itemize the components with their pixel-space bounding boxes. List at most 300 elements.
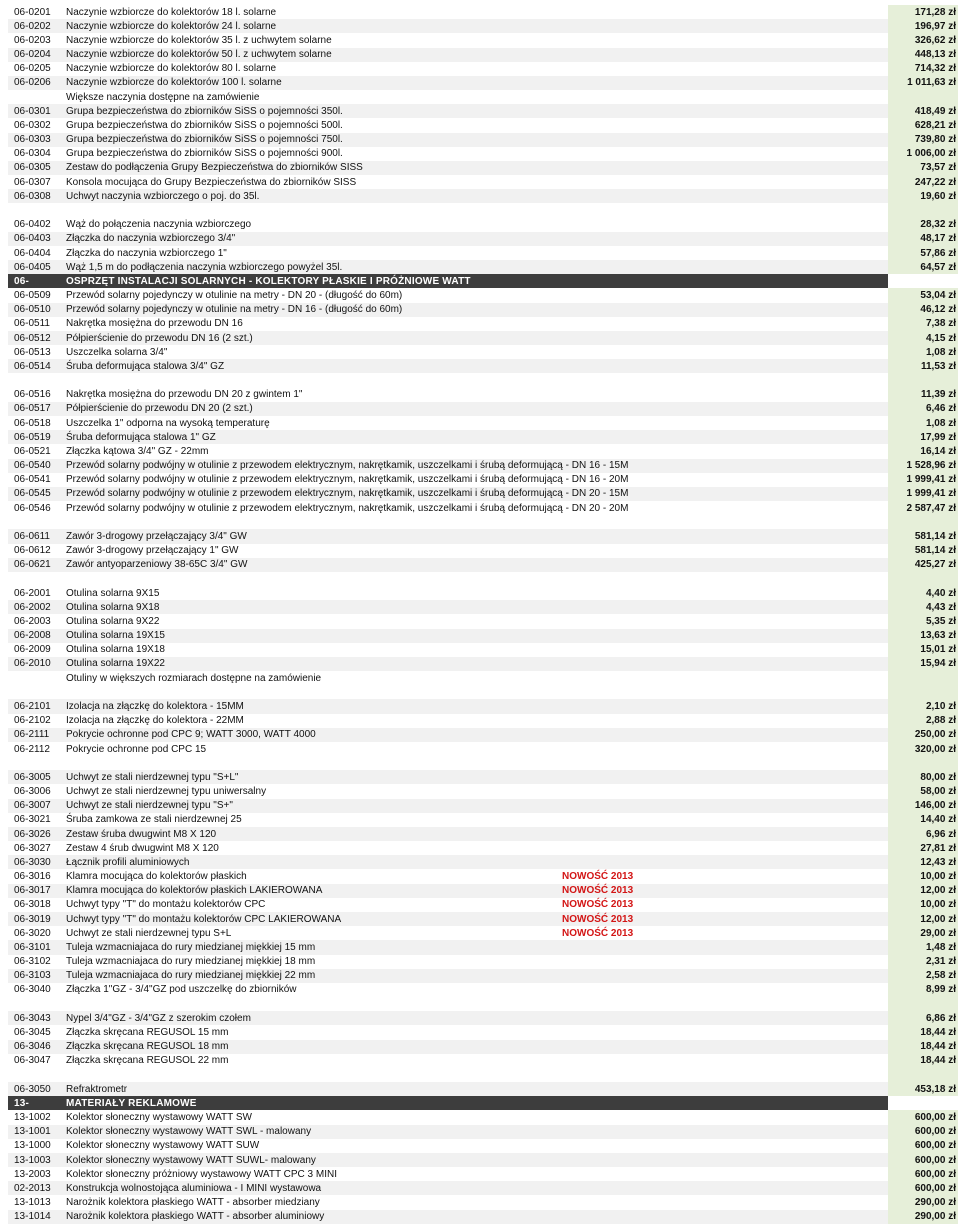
product-description: Uszczelka 1" odporna na wysoką temperaturę	[66, 417, 270, 429]
product-code: 06-3045	[14, 1026, 51, 1038]
product-description: Przewód solarny pojedynczy w otulinie na metry - DN 20 - (długość do 60m)	[66, 290, 403, 302]
product-description: Otulina solarna 9X18	[66, 601, 160, 613]
table-row	[8, 189, 958, 203]
price-cell: 11,39 zł	[888, 388, 958, 402]
product-code: 06-2001	[14, 587, 51, 599]
product-code: 06-2008	[14, 630, 51, 642]
table-row	[8, 940, 958, 954]
new-product-badge: NOWOŚĆ 2013	[562, 899, 634, 911]
product-description: Łącznik profili aluminiowych	[66, 856, 190, 868]
product-description: Przewód solarny podwójny w otulinie z przewodem elektrycznym, nakrętkamik, uszczelkami i śrubą deformującą - DN 16 - 20M	[66, 474, 629, 486]
product-code: 06-2101	[14, 701, 51, 712]
price-cell	[888, 671, 958, 685]
price-cell: 73,57 zł	[888, 161, 958, 175]
product-description: Złączka kątowa 3/4" GZ - 22mm	[66, 445, 209, 457]
table-row	[8, 742, 958, 756]
price-cell: 2,31 zł	[888, 955, 958, 969]
price-cell	[888, 515, 958, 529]
product-code: 06-0518	[14, 417, 51, 429]
product-code: 06-2111	[14, 729, 50, 741]
product-description: Nakrętka mosiężna do przewodu DN 20 z gwintem 1"	[66, 389, 303, 401]
table-row	[8, 1054, 958, 1068]
table-row	[8, 246, 958, 260]
price-cell: 250,00 zł	[888, 728, 958, 742]
product-code: 06-0307	[14, 176, 51, 188]
spacer-row	[8, 572, 958, 586]
product-description: Konsola mocująca do Grupy Bezpieczeństwa do zbiorników SISS	[66, 176, 357, 188]
product-code: 06-0402	[14, 219, 51, 231]
table-row	[8, 1011, 958, 1025]
price-cell	[888, 274, 958, 288]
product-code: 13-1014	[14, 1211, 51, 1223]
price-cell	[888, 90, 958, 104]
price-cell: 290,00 zł	[888, 1210, 958, 1224]
product-code: 06-0201	[14, 6, 51, 18]
product-description: Uchwyt ze stali nierdzewnej typu S+L	[66, 927, 232, 939]
product-description: Przewód solarny podwójny w otulinie z przewodem elektrycznym, nakrętkamik, uszczelkami i śrubą deformującą - DN 16 - 15M	[66, 460, 629, 472]
price-cell: 29,00 zł	[888, 926, 958, 940]
table-row	[8, 430, 958, 444]
product-code: 13-	[14, 1097, 30, 1109]
product-code: 06-0546	[14, 502, 51, 514]
price-cell: 80,00 zł	[888, 770, 958, 784]
price-cell: 290,00 zł	[888, 1195, 958, 1209]
price-cell: 15,94 zł	[888, 657, 958, 671]
table-row	[8, 558, 958, 572]
product-description: Otuliny w większych rozmiarach dostępne na zamówienie	[66, 672, 322, 684]
product-code: 13-1002	[14, 1111, 51, 1123]
price-cell: 1 999,41 zł	[888, 487, 958, 501]
table-row	[8, 359, 958, 373]
product-description: Zestaw śruba dwugwint M8 X 120	[66, 828, 217, 840]
price-cell: 17,99 zł	[888, 430, 958, 444]
new-product-badge: NOWOŚĆ 2013	[562, 913, 634, 925]
product-code: 06-2102	[14, 715, 51, 727]
product-description: Naczynie wzbiorcze do kolektorów 80 l. solarne	[66, 63, 277, 75]
price-cell: 16,14 zł	[888, 444, 958, 458]
product-description: Otulina solarna 19X15	[66, 630, 165, 642]
price-cell: 6,46 zł	[888, 402, 958, 416]
table-row	[8, 1153, 958, 1167]
product-description: Złączka 1"GZ - 3/4"GZ pod uszczelkę do zbiorników	[66, 984, 297, 996]
price-cell: 5,35 zł	[888, 614, 958, 628]
price-cell: 27,81 zł	[888, 841, 958, 855]
product-code: 13-1001	[14, 1126, 51, 1138]
product-description: Przewód solarny podwójny w otulinie z przewodem elektrycznym, nakrętkamik, uszczelkami i śrubą deformującą - DN 20 - 20M	[66, 502, 629, 514]
price-cell: 2,10 zł	[888, 699, 958, 713]
table-row	[8, 388, 958, 402]
table-row	[8, 104, 958, 118]
price-cell: 19,60 zł	[888, 189, 958, 203]
product-description: Naczynie wzbiorcze do kolektorów 18 l. solarne	[66, 6, 277, 18]
price-cell: 1,48 zł	[888, 940, 958, 954]
product-code: 06-0541	[14, 474, 51, 486]
price-cell	[888, 997, 958, 1011]
product-code: 06-0514	[14, 360, 51, 372]
product-code: 06-3019	[14, 913, 51, 925]
product-description: Otulina solarna 19X22	[66, 658, 165, 670]
table-row	[8, 133, 958, 147]
product-description: Narożnik kolektora płaskiego WATT - absorber miedziany	[66, 1197, 320, 1209]
product-description: Wąż do połączenia naczynia wzbiorczego	[66, 219, 252, 231]
price-cell: 1 528,96 zł	[888, 459, 958, 473]
price-cell: 425,27 zł	[888, 558, 958, 572]
table-row	[8, 869, 958, 883]
product-code: 06-3020	[14, 927, 51, 939]
table-row	[8, 671, 958, 685]
product-description: Śruba deformująca stalowa 1" GZ	[66, 431, 216, 443]
product-code: 06-0513	[14, 346, 51, 358]
table-row	[8, 884, 958, 898]
product-code: 06-2002	[14, 601, 51, 613]
product-description: Pokrycie ochronne pod CPC 15	[66, 743, 207, 755]
price-cell: 12,00 zł	[888, 884, 958, 898]
new-product-badge: NOWOŚĆ 2013	[562, 927, 634, 939]
product-description: Izolacja na złączkę do kolektora - 15MM	[66, 701, 244, 712]
product-description: Naczynie wzbiorcze do kolektorów 35 l. z uchwytem solarne	[66, 34, 332, 46]
product-description: Śruba zamkowa ze stali nierdzewnej 25	[66, 814, 242, 826]
price-cell: 581,14 zł	[888, 529, 958, 543]
table-row	[8, 1210, 958, 1224]
product-description: Tuleja wzmacniajaca do rury miedzianej miękkiej 15 mm	[66, 941, 316, 953]
product-code: 06-0204	[14, 49, 51, 61]
price-cell: 14,40 zł	[888, 813, 958, 827]
table-row	[8, 784, 958, 798]
price-cell	[888, 203, 958, 217]
table-row	[8, 33, 958, 47]
product-description: Zawór 3-drogowy przełączający 3/4" GW	[66, 530, 247, 542]
product-description: Wąż 1,5 m do podłączenia naczynia wzbiorczego powyżel 35l.	[66, 261, 343, 273]
product-description: Złączka do naczynia wzbiorczego 1"	[66, 247, 227, 259]
price-cell: 600,00 zł	[888, 1181, 958, 1195]
product-description: Większe naczynia dostępne na zamówienie	[66, 91, 260, 103]
product-description: Grupa bezpieczeństwa do zbiorników SiSS o pojemności 350l.	[66, 105, 343, 117]
product-description: Zawór antyoparzeniowy 38-65C 3/4" GW	[66, 559, 248, 571]
table-row	[8, 1195, 958, 1209]
price-cell: 8,99 zł	[888, 983, 958, 997]
product-code: 06-0302	[14, 119, 51, 131]
product-description: Nypel 3/4"GZ - 3/4"GZ z szerokim czołem	[66, 1012, 251, 1024]
price-cell	[888, 1068, 958, 1082]
table-row	[8, 770, 958, 784]
product-description: Zestaw 4 śrub dwugwint M8 X 120	[66, 842, 219, 854]
table-row	[8, 1139, 958, 1153]
table-row	[8, 983, 958, 997]
price-cell: 196,97 zł	[888, 19, 958, 33]
product-code: 06-0509	[14, 290, 51, 302]
price-cell: 1,08 zł	[888, 416, 958, 430]
price-cell: 1,08 zł	[888, 345, 958, 359]
table-row	[8, 657, 958, 671]
table-row	[8, 416, 958, 430]
table-row	[8, 501, 958, 515]
table-row	[8, 90, 958, 104]
price-cell: 600,00 zł	[888, 1110, 958, 1124]
price-cell: 146,00 zł	[888, 799, 958, 813]
product-code: 06-3030	[14, 856, 51, 868]
product-code: 06-2009	[14, 644, 51, 656]
price-cell: 10,00 zł	[888, 869, 958, 883]
product-code: 06-2003	[14, 615, 51, 627]
product-code: 06-0521	[14, 445, 51, 457]
product-description: Przewód solarny podwójny w otulinie z przewodem elektrycznym, nakrętkamik, uszczelkami i śrubą deformującą - DN 20 - 15M	[66, 488, 629, 500]
price-cell: 1 999,41 zł	[888, 473, 958, 487]
product-code: 06-0621	[14, 559, 51, 571]
price-cell: 53,04 zł	[888, 288, 958, 302]
product-code: 06-0203	[14, 34, 51, 46]
price-cell: 600,00 zł	[888, 1153, 958, 1167]
table-row	[8, 586, 958, 600]
table-row	[8, 487, 958, 501]
price-cell	[888, 373, 958, 387]
spacer-row	[8, 373, 958, 387]
table-row	[8, 317, 958, 331]
product-code: 06-0405	[14, 261, 51, 273]
product-description: Uchwyt ze stali nierdzewnej typu "S+"	[66, 800, 233, 812]
product-code: 06-0512	[14, 332, 51, 344]
product-code: 06-3101	[14, 941, 51, 953]
product-code: 06-3046	[14, 1041, 51, 1053]
price-cell: 4,15 zł	[888, 331, 958, 345]
product-description: Izolacja na złączkę do kolektora - 22MM	[66, 715, 244, 727]
table-row	[8, 728, 958, 742]
product-code: 06-0516	[14, 389, 51, 401]
product-code: 06-0303	[14, 134, 51, 146]
product-code: 06-3040	[14, 984, 51, 996]
price-cell: 448,13 zł	[888, 48, 958, 62]
table-row	[8, 926, 958, 940]
price-cell: 64,57 zł	[888, 260, 958, 274]
spacer-row	[8, 997, 958, 1011]
price-cell: 46,12 zł	[888, 303, 958, 317]
price-cell: 600,00 zł	[888, 1125, 958, 1139]
product-code: 06-0304	[14, 148, 51, 160]
product-description: Uchwyt ze stali nierdzewnej typu "S+L"	[66, 771, 239, 783]
table-row	[8, 841, 958, 855]
product-description: MATERIAŁY REKLAMOWE	[66, 1097, 197, 1109]
table-row	[8, 118, 958, 132]
table-row	[8, 459, 958, 473]
product-description: Uchwyt typy "T" do montażu kolektorów CPC	[66, 899, 266, 911]
product-code: 06-0205	[14, 63, 51, 75]
table-row	[8, 331, 958, 345]
product-description: Otulina solarna 19X18	[66, 644, 165, 656]
price-cell: 18,44 zł	[888, 1025, 958, 1039]
product-description: Przewód solarny pojedynczy w otulinie na metry - DN 16 - (długość do 60m)	[66, 304, 403, 316]
price-list-table	[8, 5, 958, 1224]
table-row	[8, 1082, 958, 1096]
product-code: 06-3017	[14, 885, 51, 897]
price-cell: 4,43 zł	[888, 600, 958, 614]
product-description: Otulina solarna 9X15	[66, 587, 160, 599]
product-code: 06-3102	[14, 956, 51, 968]
product-code: 06-0206	[14, 77, 51, 89]
product-description: Grupa bezpieczeństwa do zbiorników SiSS o pojemności 900l.	[66, 148, 343, 160]
product-code: 06-0517	[14, 403, 51, 415]
product-code: 06-3016	[14, 871, 51, 883]
product-code: 06-3026	[14, 828, 51, 840]
price-cell	[888, 685, 958, 699]
price-cell: 18,44 zł	[888, 1054, 958, 1068]
table-row	[8, 813, 958, 827]
price-cell: 13,63 zł	[888, 629, 958, 643]
price-cell: 15,01 zł	[888, 643, 958, 657]
product-description: Kolektor słoneczny próżniowy wystawowy WATT CPC 3 MINI	[66, 1168, 338, 1180]
price-cell	[888, 756, 958, 770]
product-code: 13-2003	[14, 1168, 51, 1180]
new-product-badge: NOWOŚĆ 2013	[562, 885, 634, 897]
section-header-row	[8, 1096, 958, 1110]
table-row	[8, 629, 958, 643]
table-row	[8, 912, 958, 926]
product-code: 06-3018	[14, 899, 51, 911]
table-row	[8, 643, 958, 657]
price-cell: 320,00 zł	[888, 742, 958, 756]
product-description: Klamra mocująca do kolektorów płaskich	[66, 871, 247, 883]
product-code: 06-3027	[14, 842, 51, 854]
price-cell	[888, 572, 958, 586]
table-row	[8, 473, 958, 487]
table-row	[8, 1040, 958, 1054]
price-cell: 28,32 zł	[888, 218, 958, 232]
table-row	[8, 1167, 958, 1181]
new-product-badge: NOWOŚĆ 2013	[562, 871, 634, 883]
price-cell: 418,49 zł	[888, 104, 958, 118]
product-code: 02-2013	[14, 1182, 51, 1194]
price-cell: 1 006,00 zł	[888, 147, 958, 161]
product-code: 13-1003	[14, 1154, 51, 1166]
price-cell: 581,14 zł	[888, 544, 958, 558]
product-code: 06-3006	[14, 786, 51, 798]
price-cell: 58,00 zł	[888, 784, 958, 798]
product-code: 06-0519	[14, 431, 51, 443]
product-description: OSPRZĘT INSTALACJI SOLARNYCH - KOLEKTORY PŁASKIE I PRÓŻNIOWE WATT	[66, 275, 471, 287]
product-description: Złączka skręcana REGUSOL 15 mm	[66, 1026, 229, 1038]
product-description: Uchwyt typy "T" do montażu kolektorów CPC LAKIEROWANA	[66, 913, 342, 925]
table-row	[8, 1025, 958, 1039]
product-description: Grupa bezpieczeństwa do zbiorników SiSS o pojemności 750l.	[66, 134, 343, 146]
spacer-row	[8, 203, 958, 217]
table-row	[8, 827, 958, 841]
product-description: Nakrętka mosiężna do przewodu DN 16	[66, 318, 243, 330]
price-cell: 326,62 zł	[888, 33, 958, 47]
table-row	[8, 1181, 958, 1195]
price-cell: 2,58 zł	[888, 969, 958, 983]
table-row	[8, 218, 958, 232]
table-row	[8, 76, 958, 90]
price-cell: 247,22 zł	[888, 175, 958, 189]
table-row	[8, 544, 958, 558]
table-row	[8, 5, 958, 19]
table-row	[8, 161, 958, 175]
product-code: 06-3103	[14, 970, 51, 982]
product-description: Tuleja wzmacniajaca do rury miedzianej miękkiej 22 mm	[66, 970, 316, 982]
table-row	[8, 1110, 958, 1124]
product-code: 13-1013	[14, 1197, 51, 1209]
spacer-row	[8, 1068, 958, 1082]
price-cell: 714,32 zł	[888, 62, 958, 76]
product-description: Tuleja wzmacniajaca do rury miedzianej miękkiej 18 mm	[66, 956, 316, 968]
price-cell: 7,38 zł	[888, 317, 958, 331]
table-row	[8, 898, 958, 912]
table-row	[8, 19, 958, 33]
price-cell: 600,00 zł	[888, 1139, 958, 1153]
product-description: Kolektor słoneczny wystawowy WATT SUW	[66, 1140, 260, 1152]
product-description: Zestaw do podłączenia Grupy Bezpieczeństwa do zbiorników SISS	[66, 162, 363, 174]
product-code: 06-3043	[14, 1012, 51, 1024]
price-cell: 10,00 zł	[888, 898, 958, 912]
spacer-row	[8, 756, 958, 770]
table-row	[8, 714, 958, 728]
price-cell: 2 587,47 zł	[888, 501, 958, 515]
spacer-row	[8, 515, 958, 529]
product-description: Kolektor słoneczny wystawowy WATT SWL - malowany	[66, 1126, 312, 1138]
table-row	[8, 260, 958, 274]
price-cell: 453,18 zł	[888, 1082, 958, 1096]
product-code: 06-3050	[14, 1083, 51, 1095]
table-row	[8, 614, 958, 628]
price-cell: 6,86 zł	[888, 1011, 958, 1025]
table-row	[8, 955, 958, 969]
price-cell: 1 011,63 zł	[888, 76, 958, 90]
price-cell: 2,88 zł	[888, 714, 958, 728]
product-code: 06-0540	[14, 460, 51, 472]
table-row	[8, 303, 958, 317]
product-code: 06-0403	[14, 233, 51, 245]
product-description: Narożnik kolektora płaskiego WATT - absorber aluminiowy	[66, 1211, 325, 1223]
price-cell: 628,21 zł	[888, 118, 958, 132]
table-row	[8, 444, 958, 458]
product-description: Uchwyt ze stali nierdzewnej typu uniwersalny	[66, 786, 267, 798]
table-row	[8, 345, 958, 359]
product-description: Grupa bezpieczeństwa do zbiorników SiSS o pojemności 500l.	[66, 119, 343, 131]
product-code: 06-3007	[14, 800, 51, 812]
product-code: 06-0612	[14, 545, 51, 557]
price-cell: 739,80 zł	[888, 133, 958, 147]
product-description: Złączka do naczynia wzbiorczego 3/4"	[66, 233, 236, 245]
table-row	[8, 48, 958, 62]
price-cell: 57,86 zł	[888, 246, 958, 260]
product-description: Kolektor słoneczny wystawowy WATT SUWL- malowany	[66, 1154, 316, 1166]
table-row	[8, 147, 958, 161]
product-code: 13-1000	[14, 1140, 51, 1152]
table-row	[8, 62, 958, 76]
table-row	[8, 288, 958, 302]
table-row	[8, 855, 958, 869]
product-description: Zawór 3-drogowy przełączający 1" GW	[66, 545, 239, 557]
product-description: Półpierścienie do przewodu DN 16 (2 szt.)	[66, 332, 253, 344]
product-description: Klamra mocująca do kolektorów płaskich LAKIEROWANA	[66, 885, 323, 897]
product-code: 06-0611	[14, 530, 50, 542]
product-description: Półpierścienie do przewodu DN 20 (2 szt.)	[66, 403, 253, 415]
table-row	[8, 529, 958, 543]
price-cell: 12,00 zł	[888, 912, 958, 926]
product-code: 06-0511	[14, 318, 50, 330]
price-cell: 171,28 zł	[888, 5, 958, 19]
product-code: 06-2010	[14, 658, 51, 670]
product-code: 06-3005	[14, 771, 51, 783]
table-row	[8, 600, 958, 614]
product-code: 06-0545	[14, 488, 51, 500]
product-description: Refraktrometr	[66, 1083, 128, 1095]
table-row	[8, 232, 958, 246]
product-description: Uszczelka solarna 3/4"	[66, 346, 168, 358]
price-cell: 4,40 zł	[888, 586, 958, 600]
price-cell: 600,00 zł	[888, 1167, 958, 1181]
table-row	[8, 175, 958, 189]
price-cell: 11,53 zł	[888, 359, 958, 373]
product-description: Naczynie wzbiorcze do kolektorów 24 l. solarne	[66, 20, 277, 32]
